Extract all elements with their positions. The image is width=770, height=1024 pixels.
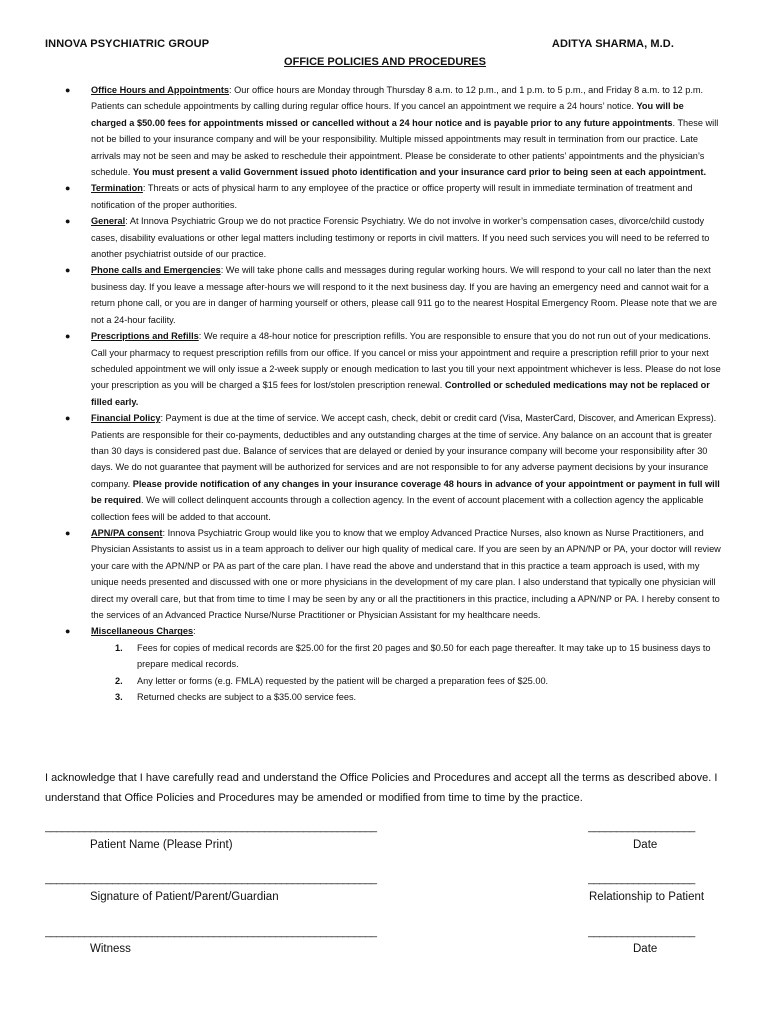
list-item [91, 673, 722, 689]
list-item [91, 689, 722, 705]
policy-prescriptions [0, 328, 770, 410]
witness-date-line[interactable]: ___________________ [588, 926, 695, 938]
patient-name-line[interactable]: ___________________________________________________________ [45, 821, 377, 833]
policy-heading: Prescriptions and Refills [91, 331, 199, 342]
policy-office-hours [0, 82, 770, 180]
policy-heading: Office Hours and Appointments [91, 85, 229, 95]
bullet-icon: ● [65, 216, 71, 227]
practice-name: INNOVA PSYCHIATRIC GROUP [45, 38, 210, 50]
bullet-icon: ● [65, 85, 71, 95]
policy-bold-text: Controlled or scheduled medications may not be replaced or filled early. [91, 380, 710, 407]
policy-bold-text: You will be charged a $50.00 fees for appointments missed or cancelled without a 24 hour notice and is payable prior to any future appointments [91, 101, 684, 128]
signature-label: Signature of Patient/Parent/Guardian [90, 891, 279, 903]
witness-date-label: Date [633, 943, 658, 955]
bullet-icon: ● [65, 413, 71, 424]
policy-general [0, 213, 770, 262]
date-line[interactable]: ___________________ [588, 821, 695, 833]
bullet-icon: ● [65, 331, 71, 342]
relationship-line[interactable]: ___________________ [588, 873, 695, 885]
signature-line[interactable]: ___________________________________________________________ [45, 873, 377, 885]
bullet-icon: ● [65, 265, 71, 276]
policy-text: : We require a 48-hour notice for prescription refills. You are responsible to ensure that you do not run out of your medications. Call your pharmacy to request prescription refills from our office. If you cancel or miss your appointment and require a prescription refill prior to your next scheduled appointment we will only issue a 2-week supply or enough medication to last you till your next appointment whichever is less. Please do not lose your prescription as you will be charged a $15 fees for lost/stolen prescription renewal. [91, 331, 721, 391]
misc-charges-list [91, 640, 722, 706]
policy-heading: Termination [91, 183, 143, 194]
relationship-label: Relationship to Patient [589, 891, 705, 903]
document-title: OFFICE POLICIES AND PROCEDURES [284, 56, 486, 68]
policy-phone [0, 262, 770, 328]
bullet-icon: ● [65, 183, 71, 194]
policy-bold-text: Please provide notification of any changes in your insurance coverage 48 hours in advance of your appointment or payment in full will be required [91, 478, 720, 506]
policy-apn [0, 525, 770, 623]
list-item [91, 640, 722, 673]
policy-text: . These will not be billed to your insurance company and will be your responsibility. Multiple missed appointments may result in termination from our practice. Late arrivals may not be seen and may be asked to reschedule their appointment. Please be considerate to other patients’ appointments and the physician’s schedule. [91, 117, 719, 178]
policy-text: : Threats or acts of physical harm to any employee of the practice or office property will result in immediate termination of treatment and notification of the proper authorities. [91, 183, 693, 210]
doctor-name: ADITYA SHARMA, M.D. [551, 38, 674, 50]
bullet-icon: ● [65, 626, 71, 637]
policy-text: : Payment is due at the time of service. We accept cash, check, debit or credit card (Visa, MasterCard, Discover, and American Express). Patients are responsible for their co-payments, deductibles and any outstanding charges at the time of service. Any balance on an account that is greater than 30 days is considered past due. Balance of services that are delayed or denied by your insurance company will become your responsibility after 30 days. We do not guarantee that payment will be authorized for services and are not responsible to for any adverse payment decisions by your insurance company. [91, 413, 717, 489]
item-number: 2. [115, 675, 123, 686]
date-label: Date [633, 839, 658, 851]
policy-text: . We will collect delinquent accounts through a collection agency. In the event of account placement with a collection agency the applicable collection fees will be added to that account. [91, 495, 704, 522]
policy-text: : Innova Psychiatric Group would like you to know that we employ Advanced Practice Nurses, also known as Nurse Practitioners, and Physician Assistants to assist us in a team approach to deliver our high quality of medical care. If you are seen by an APN/NP or PA, your doctor will review your care with the APN/NP or PA as part of the care plan. I have read the above and understand that in this practice a team approach is used, with my unique needs presented and discussed with one or more physicians in the development of my care plan. I also understand that typically one physician will direct my overall care, but that from time to time I may be seen by any or all the practitioners in this practice, including a APN/NP or PA. I hereby consent to the services of an Advanced Practice Nurse/Nurse Practitioner or Physician Assistant for my healthcare needs. [91, 527, 721, 620]
item-text: Fees for copies of medical records are $25.00 for the first 20 pages and $0.50 for each page thereafter. It may take up to 15 business days to prepare medical records. [137, 642, 711, 670]
bullet-icon: ● [65, 527, 71, 538]
item-number: 3. [115, 692, 123, 703]
policy-financial [0, 410, 770, 525]
policy-heading: APN/PA consent [91, 527, 163, 538]
policy-heading: Phone calls and Emergencies [91, 265, 221, 276]
item-number: 1. [115, 642, 123, 653]
policy-bold-text: You must present a valid Government issued photo identification and your insurance card prior to being seen at each appointment. [132, 167, 707, 178]
policy-text: : At Innova Psychiatric Group we do not practice Forensic Psychiatry. We do not involve in worker’s compensation cases, divorce/child custody cases, disability evaluations or other legal matters including testimony or reports in civil matters. If you need such services you will need to be referred to another psychiatrist outside of our practice. [91, 216, 710, 260]
policy-text: : Our office hours are Monday through Thursday 8 a.m. to 12 p.m., and 1 p.m. to 5 p.m., and Friday 8 a.m. to 12 p.m. Patients can schedule appointments by calling during regular office hours. If you cancel an appointment we require a 24 hours’ notice. [91, 85, 704, 112]
item-text: Any letter or forms (e.g. FMLA) requested by the patient will be charged a preparation fees of $25.00. [137, 675, 549, 686]
policy-list [0, 82, 770, 705]
policy-termination [0, 180, 770, 213]
policy-misc [0, 623, 770, 705]
policy-text: : [193, 626, 196, 637]
patient-name-label: Patient Name (Please Print) [90, 839, 233, 851]
policy-heading: Miscellaneous Charges [91, 626, 194, 637]
witness-line[interactable]: ___________________________________________________________ [45, 926, 377, 938]
policy-heading: Financial Policy [91, 413, 161, 424]
item-text: Returned checks are subject to a $35.00 service fees. [137, 692, 357, 703]
policy-heading: General [91, 216, 126, 227]
policy-text: : We will take phone calls and messages during regular working hours. We will respond to your call no later than the next business day. If you leave a message after-hours we will respond to it the next business day. If you are having an emergency need and cannot wait for a return phone call, or you are in danger of harming yourself or others, please call 911 go to the nearest Hospital Emergency Room. Please note that we are not a 24-hour facility. [91, 265, 717, 325]
acknowledgement-text: I acknowledge that I have carefully read and understand the Office Policies and Procedures and accept all the terms as described above. I understand that Office Policies and Procedures may be amended or modified from time to time by the practice. [45, 772, 718, 804]
witness-label: Witness [90, 943, 131, 955]
